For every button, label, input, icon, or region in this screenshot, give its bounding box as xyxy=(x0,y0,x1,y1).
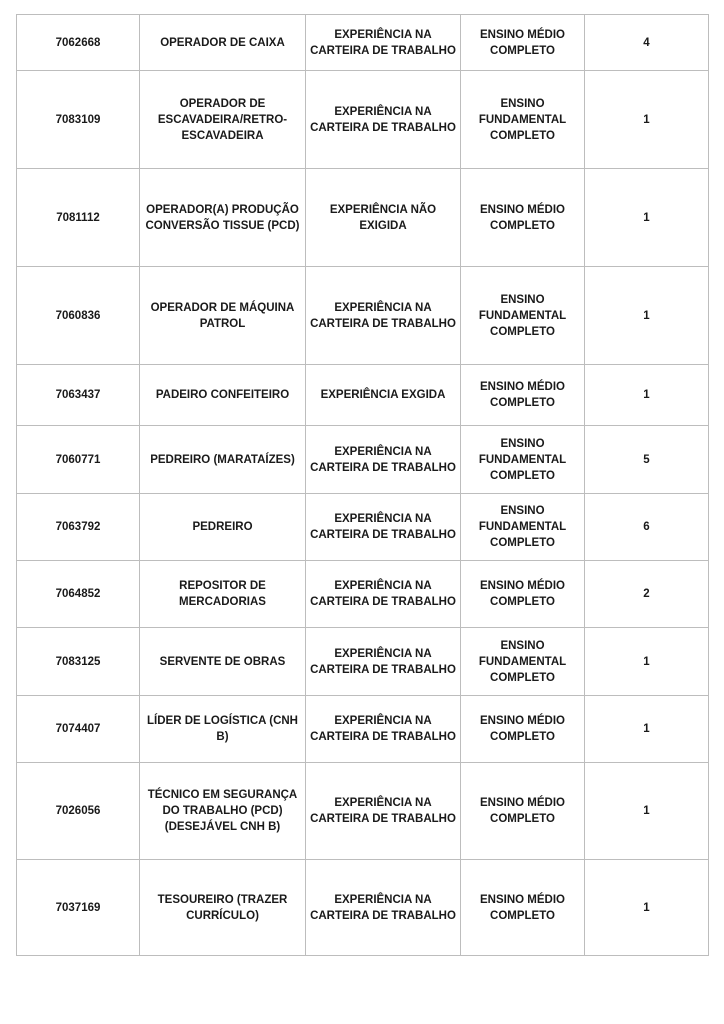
job-title-cell: TESOUREIRO (TRAZER CURRÍCULO) xyxy=(140,860,306,956)
education-cell: ENSINO FUNDAMENTAL COMPLETO xyxy=(461,71,585,169)
education-cell: ENSINO FUNDAMENTAL COMPLETO xyxy=(461,267,585,365)
openings-cell: 6 xyxy=(585,494,709,561)
job-title-cell: PEDREIRO (MARATAÍZES) xyxy=(140,426,306,494)
table-row xyxy=(17,628,709,696)
job-code-cell: 7083109 xyxy=(17,71,140,169)
job-code-cell: 7026056 xyxy=(17,763,140,860)
table-row xyxy=(17,763,709,860)
table-row xyxy=(17,860,709,956)
table-row xyxy=(17,494,709,561)
education-cell: ENSINO MÉDIO COMPLETO xyxy=(461,860,585,956)
experience-cell: EXPERIÊNCIA NA CARTEIRA DE TRABALHO xyxy=(306,71,461,169)
openings-cell: 1 xyxy=(585,860,709,956)
experience-cell: EXPERIÊNCIA NA CARTEIRA DE TRABALHO xyxy=(306,628,461,696)
education-cell: ENSINO MÉDIO COMPLETO xyxy=(461,696,585,763)
openings-cell: 5 xyxy=(585,426,709,494)
experience-cell: EXPERIÊNCIA NA CARTEIRA DE TRABALHO xyxy=(306,860,461,956)
education-cell: ENSINO FUNDAMENTAL COMPLETO xyxy=(461,494,585,561)
experience-cell: EXPERIÊNCIA NA CARTEIRA DE TRABALHO xyxy=(306,696,461,763)
education-cell: ENSINO FUNDAMENTAL COMPLETO xyxy=(461,426,585,494)
job-code-cell: 7083125 xyxy=(17,628,140,696)
job-title-cell: TÉCNICO EM SEGURANÇA DO TRABALHO (PCD) (DESEJÁVEL CNH B) xyxy=(140,763,306,860)
openings-cell: 1 xyxy=(585,267,709,365)
job-openings-table xyxy=(16,14,709,956)
education-cell: ENSINO MÉDIO COMPLETO xyxy=(461,763,585,860)
job-code-cell: 7074407 xyxy=(17,696,140,763)
openings-cell: 1 xyxy=(585,365,709,426)
education-cell: ENSINO MÉDIO COMPLETO xyxy=(461,561,585,628)
job-title-cell: OPERADOR DE MÁQUINA PATROL xyxy=(140,267,306,365)
job-code-cell: 7063437 xyxy=(17,365,140,426)
education-cell: ENSINO MÉDIO COMPLETO xyxy=(461,365,585,426)
job-title-cell: OPERADOR(A) PRODUÇÃO CONVERSÃO TISSUE (PCD) xyxy=(140,169,306,267)
job-code-cell: 7060771 xyxy=(17,426,140,494)
experience-cell: EXPERIÊNCIA NÃO EXIGIDA xyxy=(306,169,461,267)
job-title-cell: LÍDER DE LOGÍSTICA (CNH B) xyxy=(140,696,306,763)
openings-cell: 1 xyxy=(585,696,709,763)
openings-cell: 1 xyxy=(585,169,709,267)
job-code-cell: 7064852 xyxy=(17,561,140,628)
experience-cell: EXPERIÊNCIA NA CARTEIRA DE TRABALHO xyxy=(306,15,461,71)
table-row xyxy=(17,696,709,763)
job-code-cell: 7060836 xyxy=(17,267,140,365)
experience-cell: EXPERIÊNCIA NA CARTEIRA DE TRABALHO xyxy=(306,426,461,494)
table-row xyxy=(17,561,709,628)
openings-cell: 1 xyxy=(585,763,709,860)
experience-cell: EXPERIÊNCIA NA CARTEIRA DE TRABALHO xyxy=(306,763,461,860)
table-row xyxy=(17,169,709,267)
table-row xyxy=(17,15,709,71)
job-code-cell: 7081112 xyxy=(17,169,140,267)
table-row xyxy=(17,426,709,494)
table-row xyxy=(17,267,709,365)
job-code-cell: 7063792 xyxy=(17,494,140,561)
education-cell: ENSINO MÉDIO COMPLETO xyxy=(461,15,585,71)
job-title-cell: OPERADOR DE ESCAVADEIRA/RETRO-ESCAVADEIRA xyxy=(140,71,306,169)
job-title-cell: SERVENTE DE OBRAS xyxy=(140,628,306,696)
job-title-cell: PADEIRO CONFEITEIRO xyxy=(140,365,306,426)
table-row xyxy=(17,71,709,169)
openings-cell: 1 xyxy=(585,71,709,169)
experience-cell: EXPERIÊNCIA NA CARTEIRA DE TRABALHO xyxy=(306,494,461,561)
table-row xyxy=(17,365,709,426)
experience-cell: EXPERIÊNCIA NA CARTEIRA DE TRABALHO xyxy=(306,561,461,628)
job-title-cell: PEDREIRO xyxy=(140,494,306,561)
openings-cell: 1 xyxy=(585,628,709,696)
job-title-cell: REPOSITOR DE MERCADORIAS xyxy=(140,561,306,628)
job-code-cell: 7062668 xyxy=(17,15,140,71)
experience-cell: EXPERIÊNCIA NA CARTEIRA DE TRABALHO xyxy=(306,267,461,365)
experience-cell: EXPERIÊNCIA EXGIDA xyxy=(306,365,461,426)
job-title-cell: OPERADOR DE CAIXA xyxy=(140,15,306,71)
openings-cell: 2 xyxy=(585,561,709,628)
openings-cell: 4 xyxy=(585,15,709,71)
job-code-cell: 7037169 xyxy=(17,860,140,956)
education-cell: ENSINO MÉDIO COMPLETO xyxy=(461,169,585,267)
job-openings-body xyxy=(17,15,709,956)
education-cell: ENSINO FUNDAMENTAL COMPLETO xyxy=(461,628,585,696)
